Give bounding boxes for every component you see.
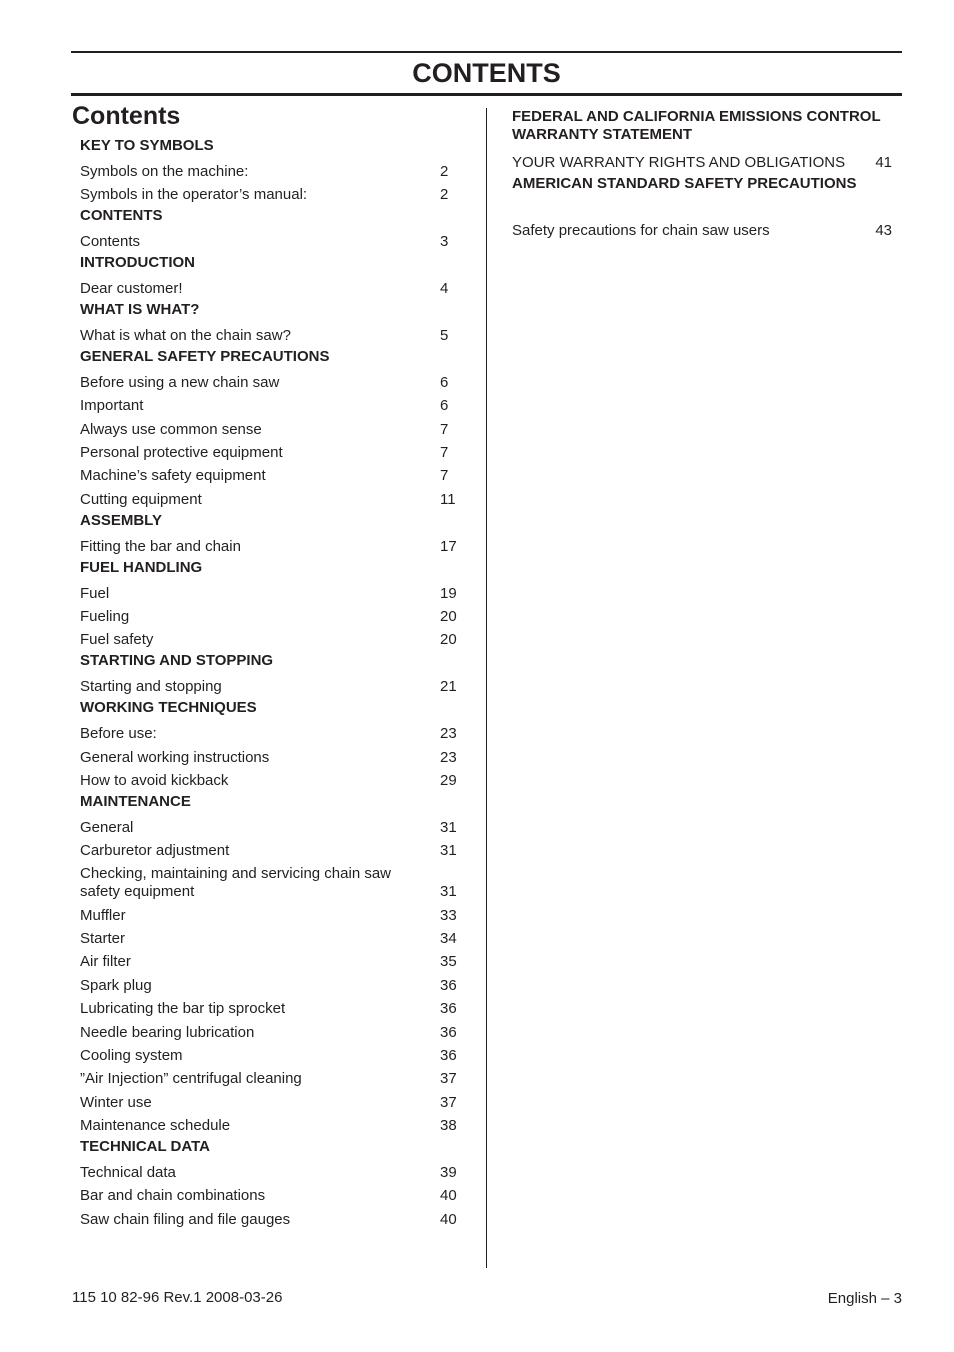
toc-entry-title: Muffler [80,906,126,924]
toc-entry-page: 6 [440,373,449,391]
toc-entry [80,720,460,743]
toc-entry [512,149,892,172]
toc-section-heading: KEY TO SYMBOLS [80,137,214,154]
toc-section-heading: CONTENTS [80,207,163,225]
toc-section-heading: TECHNICAL DATA [80,1138,210,1156]
page-header-title: CONTENTS [412,58,561,88]
toc-entry-title: How to avoid kickback [80,771,229,789]
toc-entry [80,415,460,438]
toc-entry [512,216,892,239]
toc-entry-page: 21 [440,678,457,696]
toc-entry-page: 43 [875,221,892,239]
toc-entry-title: ”Air Injection” centrifugal cleaning [80,1070,302,1088]
toc-entry-title: Starter [80,929,126,947]
toc-entry-page: 6 [440,397,449,415]
toc-entry-title: Starting and stopping [80,678,222,696]
toc-section-heading: FUEL HANDLING [80,558,203,576]
toc-section-heading: WHAT IS WHAT? [80,301,200,319]
toc-entry-page: 20 [440,631,457,649]
toc-entry [80,1182,460,1205]
toc-entry [80,439,460,462]
toc-entry-page: 34 [440,929,457,947]
toc-section-heading: GENERAL SAFETY PRECAUTIONS [80,347,330,365]
toc-entry [80,743,460,766]
toc-entry-title: Personal protective equipment [80,444,283,462]
toc-entry [80,1042,460,1065]
toc-entry [80,228,460,251]
toc-entry-page: 5 [440,326,449,344]
toc-entry [80,673,460,696]
toc-entry-page: 39 [440,1164,457,1181]
toc-entry [80,767,460,790]
toc-entry-page: 4 [440,280,449,298]
toc-entry-title: Always use common sense [80,420,262,438]
toc-entry-page: 17 [440,537,457,555]
toc-section-heading: STARTING AND STOPPING [80,652,274,670]
toc-entry [80,579,460,602]
toc-entry-title: Safety precautions for chain saw users [512,221,770,239]
toc-entry [80,392,460,415]
toc-entry-title: Needle bearing lubrication [80,1023,255,1041]
column-divider [486,108,487,1268]
toc-entry-page: 7 [440,444,449,462]
toc-entry-page: 35 [440,953,457,971]
toc-entry-page: 31 [440,818,457,836]
toc-entry-page: 41 [875,154,892,172]
toc-entry-page: 19 [440,584,457,602]
toc-entry-title: Symbols in the operator’s manual: [80,186,308,204]
toc-entry [80,1205,460,1228]
toc-entry [80,995,460,1018]
toc-entry [80,837,460,860]
toc-entry [80,368,460,391]
toc-entry-page: 31 [440,842,457,860]
toc-entry [80,1112,460,1135]
toc-entry-title: Spark plug [80,976,152,994]
toc-entry-page: 37 [440,1070,457,1088]
toc-entry-page: 33 [440,906,457,924]
toc-entry-page: 3 [440,233,449,251]
header-rule-bottom [71,93,902,96]
toc-entry-page: 40 [440,1210,457,1228]
toc-entry [80,971,460,994]
toc-entry-title: Before use: [80,725,157,743]
toc-entry-title: Checking, maintaining and servicing chain saw safety equipment [80,865,392,901]
toc-entry-title: Dear customer! [80,280,183,298]
toc-entry-page: 37 [440,1093,457,1111]
toc-entry-page: 40 [440,1187,457,1205]
toc-entry [80,532,460,555]
toc-entry [80,462,460,485]
toc-entry-page: 31 [440,883,457,901]
toc-entry-title: Fuel safety [80,631,154,649]
toc-entry [80,1088,460,1111]
footer-page-label: English – 3 [827,1290,902,1307]
toc-entry [80,901,460,924]
toc-entry-title: Fitting the bar and chain [80,537,241,555]
toc-section-heading: INTRODUCTION [80,254,195,272]
toc-entry-page: 23 [440,748,457,766]
toc-entry-page: 36 [440,1023,457,1041]
toc-entry-page: 2 [440,162,449,180]
toc-entry-title: YOUR WARRANTY RIGHTS AND OBLIGATIONS [512,154,846,172]
toc-entry-title: Contents [80,233,141,251]
toc-entry [80,626,460,649]
toc-entry-page: 36 [440,1046,457,1064]
toc-entry [80,181,460,204]
toc-entry-page: 7 [440,467,449,485]
toc-entry-title: Air filter [80,953,131,971]
toc-left-column [80,134,460,1229]
toc-section-heading: FEDERAL AND CALIFORNIA EMISSIONS CONTROL WARRANTY STATEMENT [512,108,881,143]
toc-entry-title: General working instructions [80,748,270,766]
toc-entry [80,158,460,181]
header-rule-top [71,51,902,53]
toc-entry [80,1065,460,1088]
toc-entry-page: 20 [440,607,457,625]
toc-entry-page: 23 [440,725,457,743]
toc-entry-title: Lubricating the bar tip sprocket [80,1000,286,1018]
toc-entry-page: 29 [440,771,457,789]
toc-entry [80,860,460,901]
toc-entry-page: 36 [440,976,457,994]
footer-doc-id: 115 10 82-96 Rev.1 2008-03-26 [72,1289,283,1306]
toc-entry [80,813,460,836]
toc-entry-page: 38 [440,1117,457,1135]
toc-section-heading: ASSEMBLY [80,511,162,529]
toc-entry [80,485,460,508]
toc-entry [80,322,460,345]
toc-entry-title: Fuel [80,584,110,602]
toc-entry [80,603,460,626]
toc-right-column [512,105,892,240]
toc-entry-title: Cutting equipment [80,490,202,508]
toc-entry-title: Winter use [80,1093,152,1111]
toc-entry [80,948,460,971]
toc-section-heading: AMERICAN STANDARD SAFETY PRECAUTIONS [512,175,857,193]
toc-entry [80,1018,460,1041]
toc-entry-title: Bar and chain combinations [80,1187,266,1205]
toc-entry-page: 7 [440,420,449,438]
toc-section-heading: MAINTENANCE [80,792,191,810]
toc-entry-page: 11 [440,490,456,508]
toc-entry-page: 36 [440,1000,457,1018]
toc-section-heading: WORKING TECHNIQUES [80,699,257,717]
toc-entry-title: Maintenance schedule [80,1117,231,1135]
toc-entry-title: Machine’s safety equipment [80,467,266,485]
toc-entry [80,1159,460,1182]
toc-entry-title: What is what on the chain saw? [80,326,291,344]
toc-entry-title: Symbols on the machine: [80,162,249,180]
toc-entry [80,275,460,298]
toc-heading: Contents [72,102,181,130]
toc-entry-title: Cooling system [80,1046,183,1064]
toc-entry-title: Fueling [80,607,130,625]
toc-entry-title: Saw chain filing and file gauges [80,1210,291,1228]
toc-entry [80,925,460,948]
toc-entry-title: Technical data [80,1164,176,1181]
toc-entry-page: 2 [440,186,449,204]
toc-entry-title: Carburetor adjustment [80,842,230,860]
toc-entry-title: Important [80,397,144,415]
toc-entry-title: Before using a new chain saw [80,373,280,391]
toc-entry-title: General [80,818,134,836]
